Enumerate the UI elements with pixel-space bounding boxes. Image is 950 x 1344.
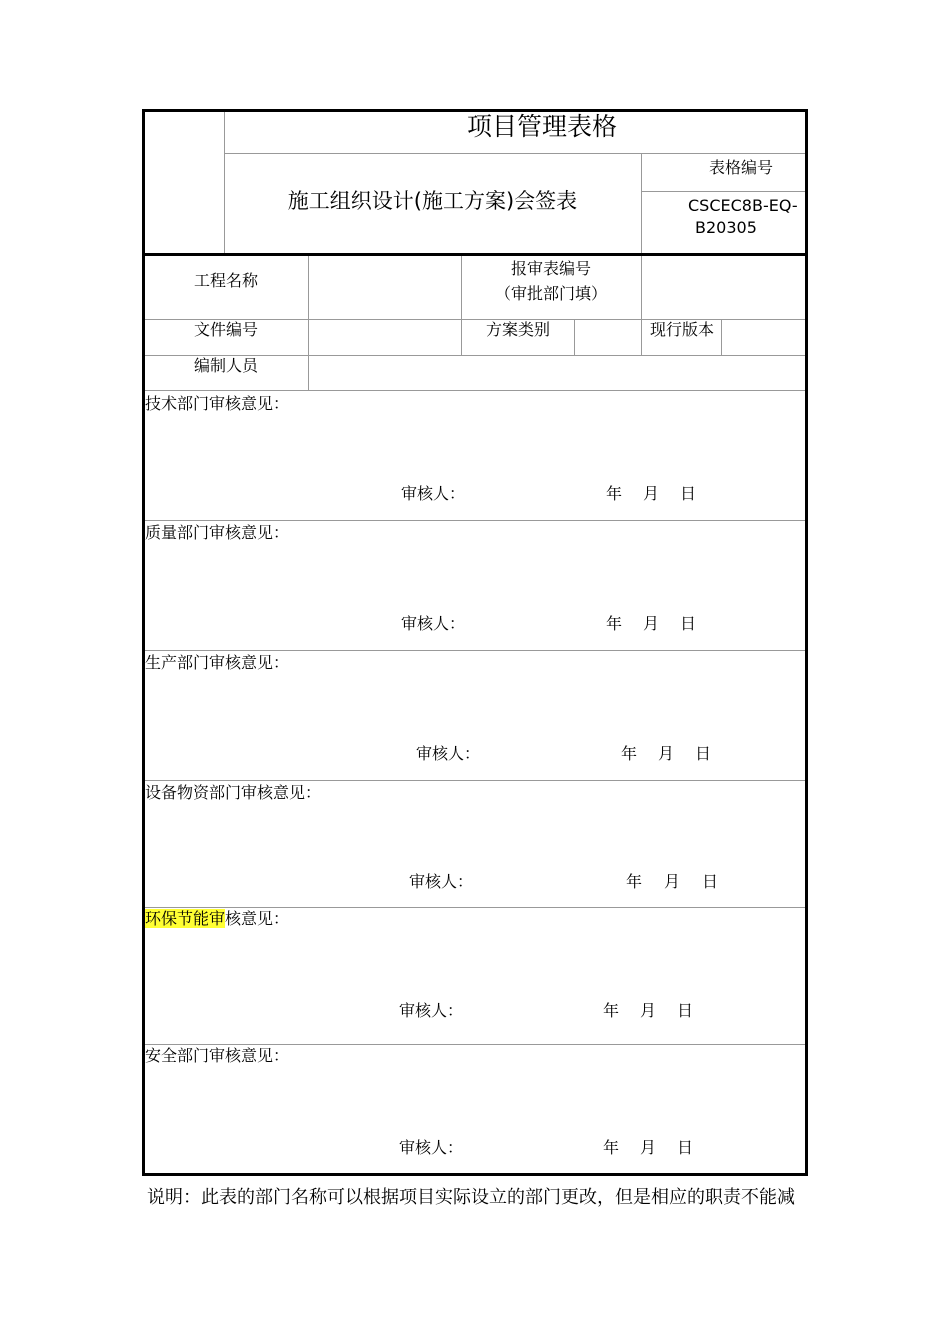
- project-name-label: 工程名称: [194, 271, 259, 290]
- day-label: 日: [680, 484, 697, 503]
- form-number-line-1: CSCEC8B-EQ-: [688, 196, 798, 215]
- version-value-divider: [721, 319, 722, 355]
- plan-type-value-divider: [574, 319, 575, 355]
- info-label-divider: [308, 256, 309, 390]
- header-bottom-rule: [145, 253, 805, 256]
- form-subtitle: 施工组织设计(施工方案)会签表: [287, 189, 578, 213]
- month-label: 月: [658, 744, 675, 763]
- form-title: 项目管理表格: [466, 112, 617, 141]
- day-label: 日: [677, 1138, 694, 1157]
- section-divider: [145, 907, 805, 908]
- year-label: 年: [606, 614, 623, 633]
- reviewer-label: 审核人：: [399, 1001, 464, 1020]
- highlighted-text: 环保节能审: [145, 909, 226, 928]
- day-label: 日: [695, 744, 712, 763]
- section-divider: [145, 1044, 805, 1045]
- day-label: 日: [702, 872, 719, 891]
- environment-review-title: [145, 909, 289, 929]
- reviewer-label: 审核人：: [416, 744, 481, 763]
- reviewer-label: 审核人：: [399, 1138, 464, 1157]
- month-label: 月: [640, 1138, 657, 1157]
- reviewer-label: 审核人：: [401, 484, 466, 503]
- month-label: 月: [643, 484, 660, 503]
- production-review-title: 生产部门审核意见：: [145, 653, 290, 672]
- year-label: 年: [621, 744, 638, 763]
- version-label: 现行版本: [650, 320, 715, 339]
- month-label: 月: [664, 872, 681, 891]
- title-rest: 核意见：: [225, 909, 290, 928]
- tech-review-title: 技术部门审核意见：: [145, 394, 290, 413]
- year-label: 年: [603, 1138, 620, 1157]
- year-label: 年: [626, 872, 643, 891]
- reviewer-label: 审核人：: [409, 872, 474, 891]
- form-number-label: 表格编号: [708, 158, 773, 177]
- plan-type-label: 方案类别: [486, 320, 551, 339]
- submit-number-label: 报审表编号: [510, 259, 591, 278]
- header-code-row-divider: [641, 191, 805, 192]
- month-label: 月: [640, 1001, 657, 1020]
- section-divider: [145, 520, 805, 521]
- submit-number-note: （审批部门填）: [494, 284, 607, 303]
- quality-review-title: 质量部门审核意见：: [145, 523, 290, 542]
- author-label: 编制人员: [194, 356, 259, 375]
- day-label: 日: [677, 1001, 694, 1020]
- section-divider: [145, 780, 805, 781]
- section-divider: [145, 650, 805, 651]
- header-title-divider: [224, 153, 805, 154]
- year-label: 年: [603, 1001, 620, 1020]
- safety-review-title: 安全部门审核意见：: [145, 1046, 290, 1065]
- info-right-divider: [641, 256, 642, 355]
- footer-note: 说明：此表的部门名称可以根据项目实际设立的部门更改，但是相应的职责不能减: [147, 1187, 795, 1208]
- month-label: 月: [643, 614, 660, 633]
- day-label: 日: [680, 614, 697, 633]
- equipment-review-title: 设备物资部门审核意见：: [145, 783, 322, 802]
- file-number-label: 文件编号: [194, 320, 259, 339]
- info-row-3-divider: [145, 390, 805, 391]
- year-label: 年: [606, 484, 623, 503]
- form-number-line-2: B20305: [695, 218, 757, 237]
- reviewer-label: 审核人：: [401, 614, 466, 633]
